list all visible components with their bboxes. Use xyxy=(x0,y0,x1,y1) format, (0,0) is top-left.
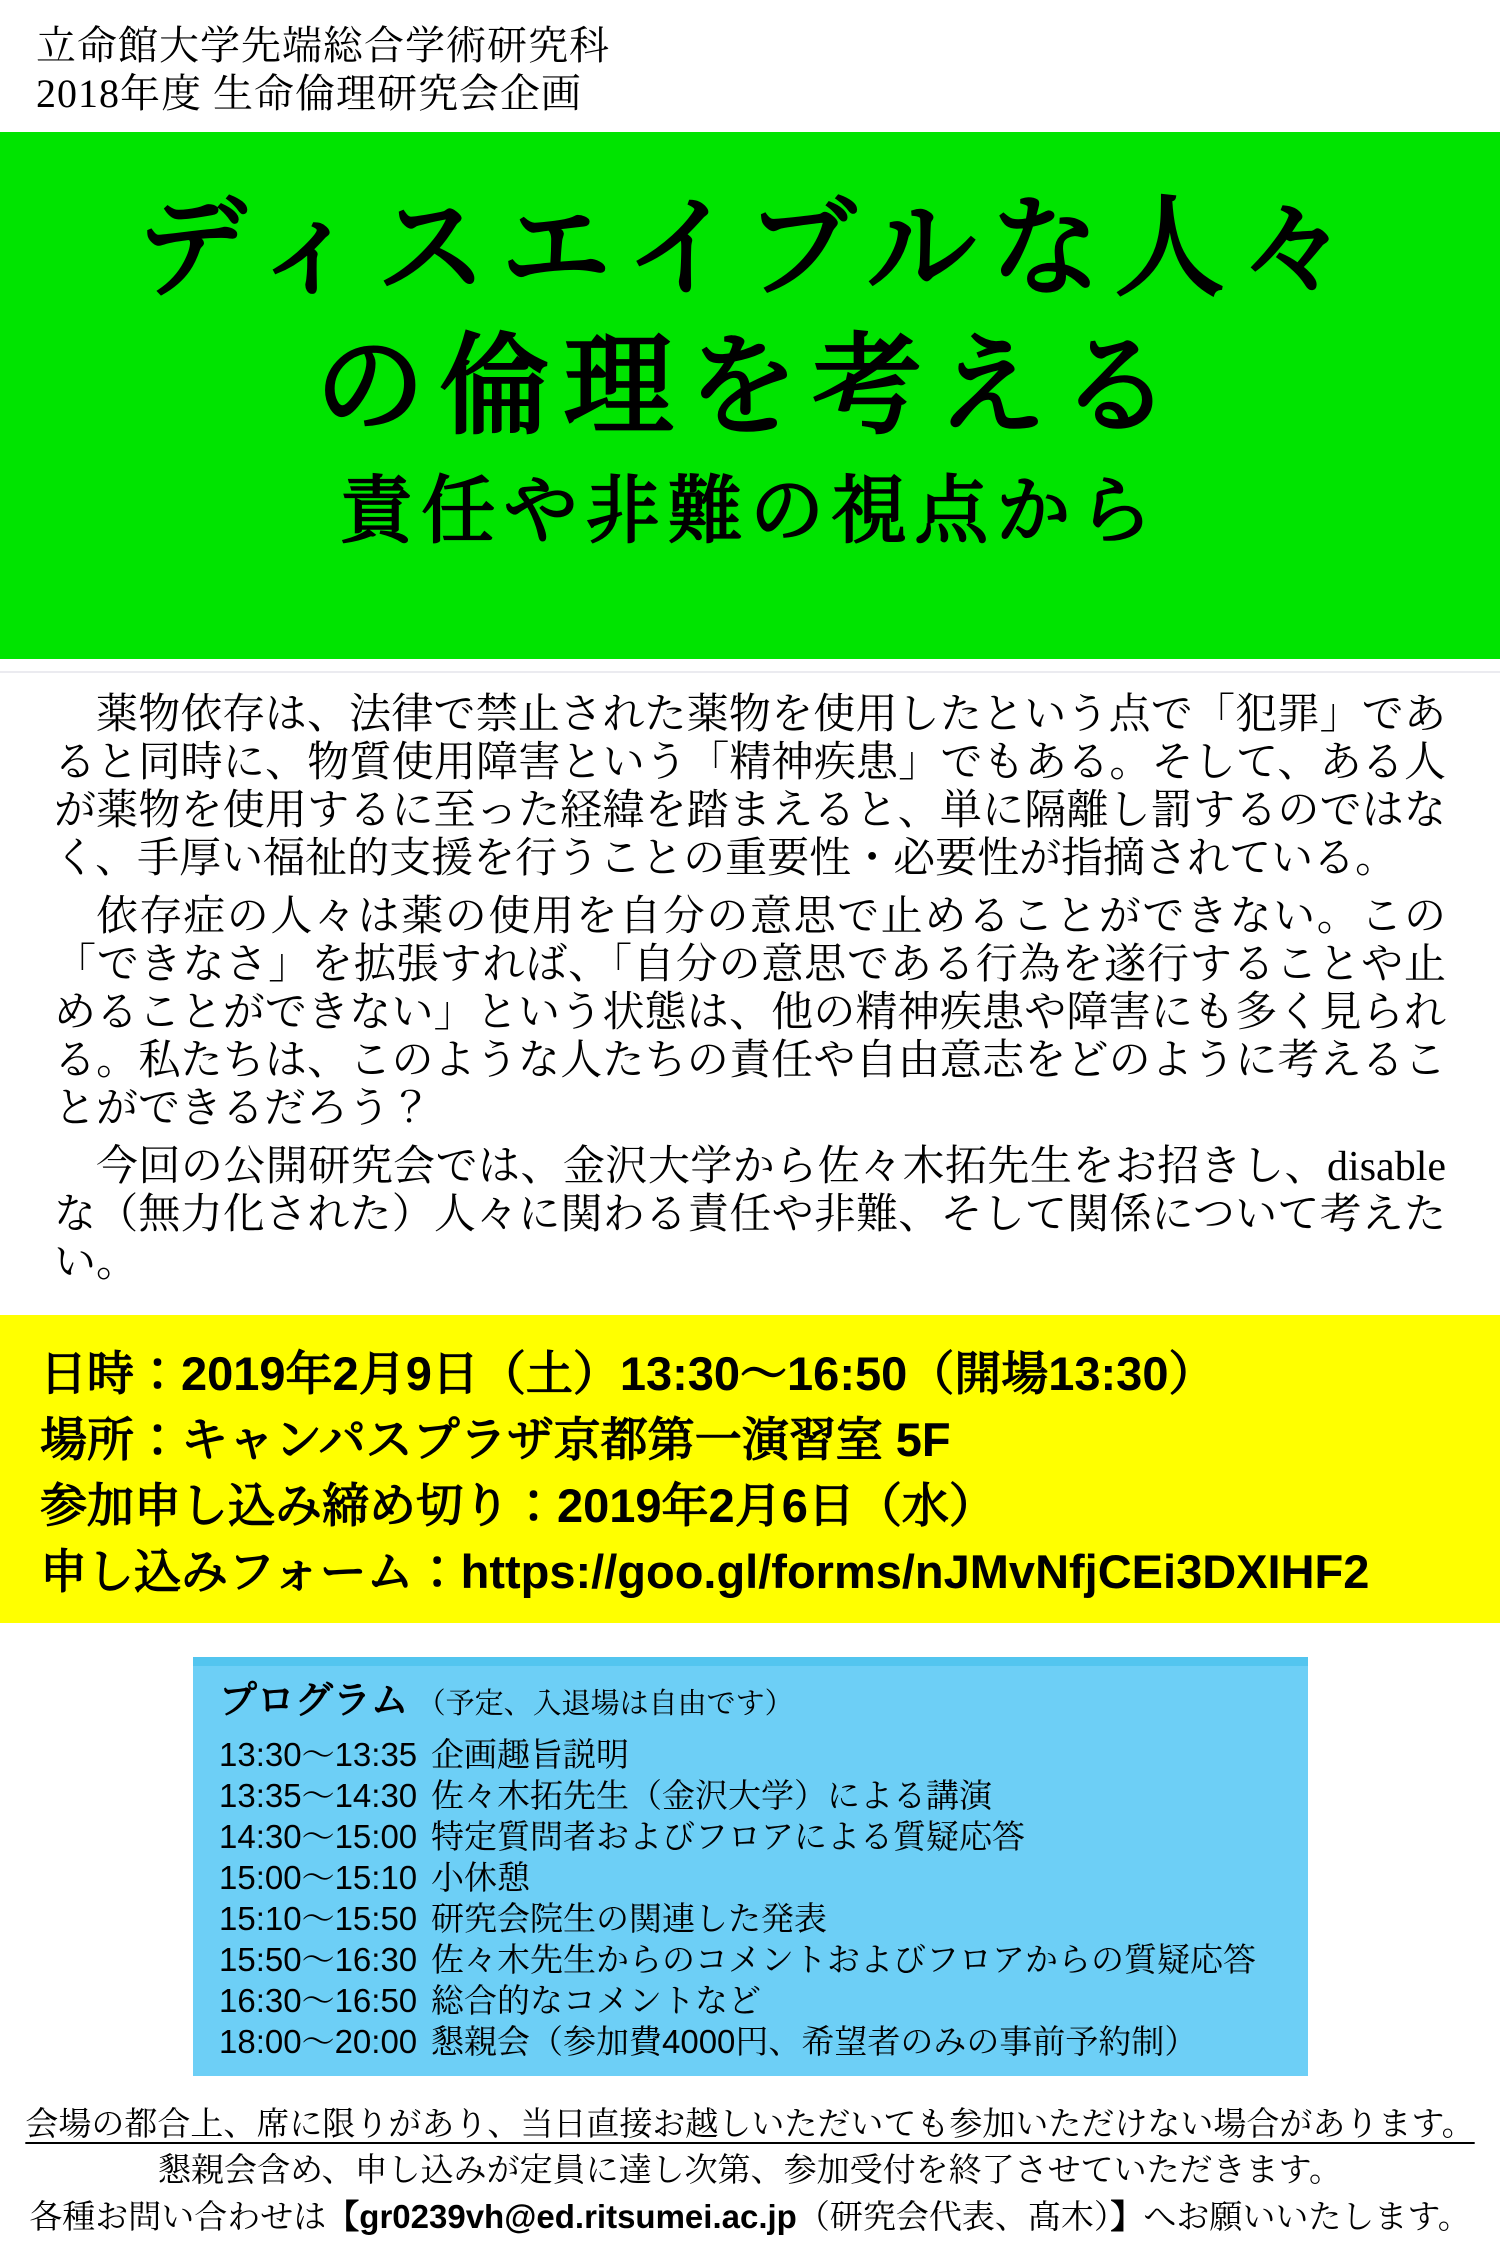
application-form-line xyxy=(40,1539,1480,1605)
organization-header xyxy=(0,0,1500,118)
program-box xyxy=(193,1657,1308,2076)
contact-bracket-open: 【 xyxy=(326,2198,360,2235)
program-time: 15:50～16:30 xyxy=(219,1941,418,1978)
footer-notes xyxy=(0,2102,1500,2241)
program-row xyxy=(219,1734,1284,1775)
datetime-line: 日時：2019年2月9日（土）13:30～16:50（開場13:30） xyxy=(40,1347,1216,1400)
program-item: 懇親会（参加費4000円、希望者のみの事前予約制） xyxy=(431,2023,1198,2060)
contact-bracket-close: 】 xyxy=(1110,2198,1144,2235)
introduction-text xyxy=(54,691,1446,1287)
title-banner xyxy=(0,132,1500,659)
intro-paragraph-1: 薬物依存は、法律で禁止された薬物を使用したという点で「犯罪」であると同時に、物質使用障害という「精神疾患」でもある。そして、ある人が薬物を使用するに至った経緯を踏まえると、単に隔離し罰するのではなく、手厚い福祉的支援を行うことの重要性・必要性が指摘されている。 xyxy=(54,692,1446,882)
subtitle: 責任や非難の視点から xyxy=(339,471,1161,553)
program-note: （予定、入退場は自由です） xyxy=(416,1688,794,1720)
intro-paragraph-3: 今回の公開研究会では、金沢大学から佐々木拓先生をお招きし、disableな（無力化された）人々に関わる責任や非難、そして関係について考えたい。 xyxy=(54,1144,1446,1286)
form-url-link[interactable]: https://goo.gl/forms/nJMvNfjCEi3DXIHF2 xyxy=(460,1545,1370,1598)
form-label: 申し込みフォーム： xyxy=(40,1545,461,1598)
program-item: 特定質問者およびフロアによる質疑応答 xyxy=(431,1818,1025,1855)
program-row xyxy=(219,1857,1284,1898)
registration-close-note: 懇親会含め、申し込みが定員に達し次第、参加受付を終了させていただきます。 xyxy=(157,2153,1343,2189)
contact-role: （研究会代表、髙木） xyxy=(796,2200,1111,2236)
program-item: 企画趣旨説明 xyxy=(431,1736,629,1773)
organization-name: 立命館大学先端総合学術研究科 xyxy=(36,23,610,68)
contact-note xyxy=(0,2194,1500,2241)
capacity-note: 会場の都合上、席に限りがあり、当日直接お越しいただいても参加いただけない場合があります。 xyxy=(25,2107,1475,2143)
deadline-line: 参加申し込み締め切り：2019年2月6日（水） xyxy=(40,1479,996,1532)
intro-paragraph-2: 依存症の人々は薬の使用を自分の意思で止めることができない。この「できなさ」を拡張すれば、「自分の意思である行為を遂行することや止めることができない」という状態は、他の精神疾患や障害にも多く見られる。私たちは、このような人たちの責任や自由意志をどのように考えることができるだろう？ xyxy=(54,894,1446,1132)
contact-suffix: へお願いいたします。 xyxy=(1143,2200,1471,2236)
main-title-line1: ディスエイブルな人々 xyxy=(136,188,1364,310)
program-row xyxy=(219,1980,1284,2021)
program-time: 13:35～14:30 xyxy=(219,1777,418,1814)
program-time: 18:00～20:00 xyxy=(219,2023,418,2060)
program-time: 14:30～15:00 xyxy=(219,1818,418,1855)
program-item: 佐々木拓先生（金沢大学）による講演 xyxy=(431,1777,992,1814)
program-time: 15:00～15:10 xyxy=(219,1859,418,1896)
program-title: プログラム xyxy=(219,1680,409,1722)
program-header xyxy=(219,1678,1284,1732)
program-row xyxy=(219,1816,1284,1857)
divider-line xyxy=(0,671,1500,673)
program-item: 佐々木先生からのコメントおよびフロアからの質疑応答 xyxy=(431,1941,1256,1978)
program-time: 15:10～15:50 xyxy=(219,1900,418,1937)
program-row xyxy=(219,1898,1284,1939)
event-series-name: 2018年度 生命倫理研究会企画 xyxy=(36,71,582,116)
program-item: 総合的なコメントなど xyxy=(431,1982,761,2019)
venue-line: 場所：キャンパスプラザ京都第一演習室 5F xyxy=(40,1413,951,1466)
program-item: 小休憩 xyxy=(431,1859,530,1896)
program-row xyxy=(219,1775,1284,1816)
program-row xyxy=(219,2021,1284,2062)
contact-prefix: 各種お問い合わせは xyxy=(29,2200,327,2236)
main-title-line2: の倫理を考える xyxy=(314,326,1186,448)
program-time: 16:30～16:50 xyxy=(219,1982,418,2019)
program-item: 研究会院生の関連した発表 xyxy=(431,1900,827,1937)
contact-email[interactable]: gr0239vh@ed.ritsumei.ac.jp xyxy=(359,2198,797,2235)
event-details-banner xyxy=(0,1315,1500,1623)
program-row xyxy=(219,1939,1284,1980)
program-time: 13:30～13:35 xyxy=(219,1736,418,1773)
